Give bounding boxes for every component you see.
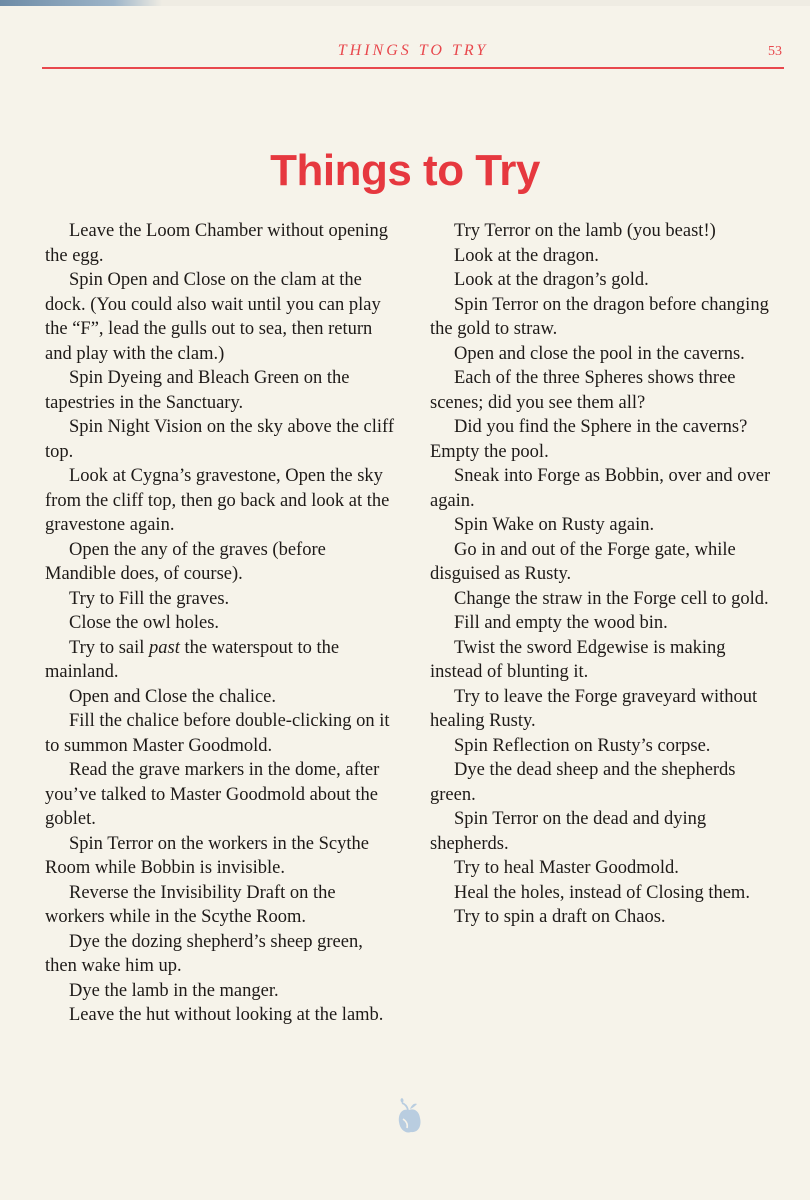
tip-item: Read the grave markers in the dome, after you’ve talked to Master Goodmold about the goblet. (45, 760, 380, 829)
tip-item: Spin Terror on the dead and dying shepherds. (430, 809, 707, 854)
tip-item: Look at the dragon. (454, 245, 599, 266)
tip-item: Sneak into Forge as Bobbin, over and over again. (430, 466, 771, 511)
tip-item: Try to heal Master Goodmold. (454, 858, 679, 878)
tip-item: Go in and out of the Forge gate, while disguised as Rusty. (430, 539, 736, 584)
tips-left-column (45, 219, 395, 1028)
tip-item: Spin Reflection on Rusty’s corpse. (454, 735, 711, 756)
tip-text: Try to sail (69, 637, 150, 658)
tip-item: Spin Terror on the dragon before changing the gold to straw. (430, 294, 769, 339)
tips-right-column (430, 219, 782, 930)
header-rule (42, 67, 784, 69)
tip-item: Dye the dead sheep and the shepherds green. (430, 760, 736, 805)
tip-item: Close the owl holes. (69, 613, 220, 633)
tip-item: Open and Close the chalice. (69, 686, 277, 707)
tip-item: Look at the dragon’s gold. (454, 270, 649, 290)
tip-item: Leave the Loom Chamber without opening the egg. (45, 221, 389, 266)
tip-item: Look at Cygna’s gravestone, Open the sky from the cliff top, then go back and look at the gravestone again. (45, 466, 390, 535)
tip-text: the waterspout to the mainland. (45, 637, 340, 682)
tip-item: Open the any of the graves (before Mandible does, of course). (45, 539, 326, 584)
tip-item: Fill and empty the wood bin. (454, 613, 668, 633)
tip-item: Dye the lamb in the manger. (69, 980, 279, 1001)
tip-item: Heal the holes, instead of Closing them. (454, 882, 750, 903)
tip-item: Open and close the pool in the caverns. (454, 343, 745, 364)
running-head: THINGS TO TRY (337, 42, 489, 59)
tip-item: Dye the dozing shepherd’s sheep green, then wake him up. (45, 931, 363, 976)
apple-swan-ornament-icon (393, 1097, 425, 1137)
page-header (42, 42, 784, 72)
tip-emphasis: past (149, 637, 180, 658)
tip-item: Try to leave the Forge graveyard without healing Rusty. (430, 686, 758, 731)
tip-item: Fill the chalice before double-clicking on it to summon Master Goodmold. (45, 711, 390, 756)
tip-item: Spin Open and Close on the clam at the dock. (You could also wait until you can play the “F”, lead the gulls out to sea, then return and play with the clam.) (45, 270, 381, 364)
tip-item: Twist the sword Edgewise is making instead of blunting it. (430, 637, 726, 682)
tip-item: Change the straw in the Forge cell to gold. (454, 588, 769, 609)
tip-item: Reverse the Invisibility Draft on the workers while in the Scythe Room. (45, 882, 336, 927)
page-title: Things to Try (270, 146, 540, 195)
tip-item: Spin Night Vision on the sky above the cliff top. (45, 417, 395, 462)
tip-item: Try Terror on the lamb (you beast!) (454, 221, 716, 241)
tip-item: Each of the three Spheres shows three scenes; did you see them all? (430, 368, 736, 413)
tip-item (45, 636, 395, 685)
tip-item: Leave the hut without looking at the lamb. (69, 1005, 384, 1025)
tip-item: Try to Fill the graves. (69, 588, 230, 609)
tip-item: Did you find the Sphere in the caverns? Empty the pool. (430, 417, 748, 462)
tip-item: Spin Wake on Rusty again. (454, 515, 655, 535)
tip-item: Spin Terror on the workers in the Scythe Room while Bobbin is invisible. (45, 833, 369, 878)
page-number: 53 (768, 44, 782, 59)
top-edge-strip (0, 0, 810, 6)
tip-item: Try to spin a draft on Chaos. (454, 907, 666, 927)
tip-item: Spin Dyeing and Bleach Green on the tapestries in the Sanctuary. (45, 368, 350, 413)
